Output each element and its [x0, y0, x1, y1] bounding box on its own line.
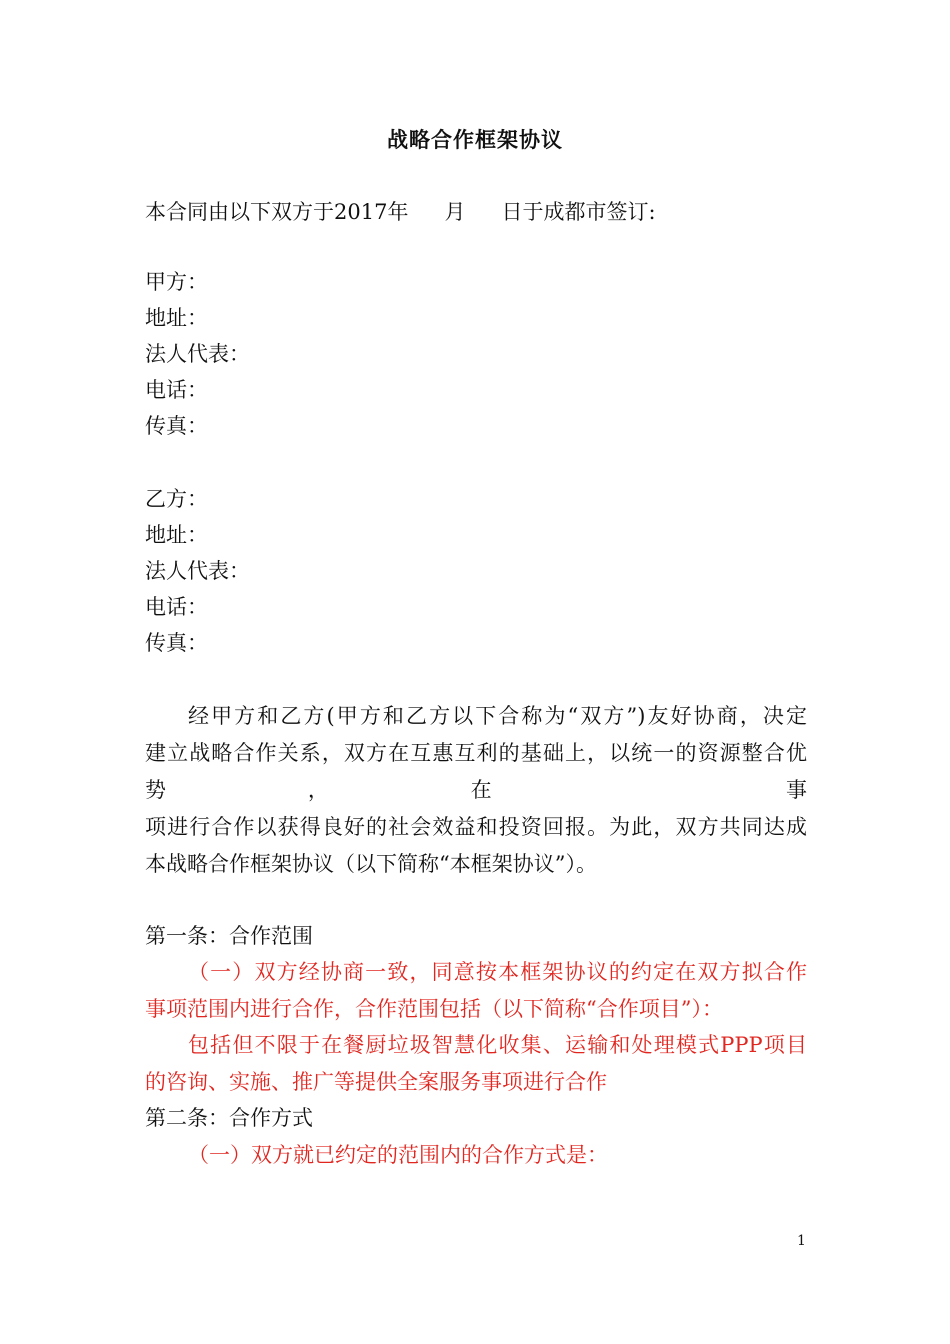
clause-line: 事项范围内进行合作，合作范围包括（以下简称“合作项目”）：	[145, 997, 723, 1021]
preamble-line-end: 事	[786, 778, 807, 802]
article-1-clause-1	[145, 954, 807, 1028]
clause-line: 的咨询、实施、推广等提供全案服务事项进行合作	[145, 1070, 607, 1094]
preamble-line-start: 势，在	[145, 778, 634, 802]
article-2-clause-1: （一）双方就已约定的范围内的合作方式是：	[188, 1143, 608, 1167]
preamble-paragraph	[145, 698, 807, 883]
signing-prefix: 本合同由以下双方于	[145, 200, 334, 224]
party-a-legal-rep-label: 法人代表：	[145, 342, 250, 366]
document-title: 战略合作框架协议	[387, 127, 563, 152]
party-b-legal-rep-label: 法人代表：	[145, 559, 250, 583]
party-b-phone-label: 电话：	[145, 595, 208, 619]
party-b-block	[145, 481, 250, 661]
party-b-fax-label: 传真：	[145, 631, 208, 655]
party-a-phone-label: 电话：	[145, 378, 208, 402]
preamble-line: 本战略合作框架协议（以下简称“本框架协议”）。	[145, 852, 597, 876]
party-b-name-label: 乙方：	[145, 487, 208, 511]
article-1-clause-2	[145, 1027, 807, 1101]
article-1-heading: 第一条：合作范围	[145, 924, 313, 948]
clause-line: （一）双方经协商一致，同意按本框架协议的约定在双方拟合作	[188, 960, 807, 984]
party-b-address-label: 地址：	[145, 523, 208, 547]
signing-month: 月	[444, 200, 466, 224]
preamble-blank-line	[145, 772, 807, 809]
preamble-line: 经甲方和乙方(甲方和乙方以下合称为“双方”)友好协商，决定	[188, 704, 807, 728]
signing-statement	[145, 196, 656, 226]
party-a-name-label: 甲方：	[145, 270, 208, 294]
signing-year-unit: 年	[387, 200, 409, 224]
signing-suffix: 日于成都市签订:	[501, 200, 656, 224]
clause-line: 包括但不限于在餐厨垃圾智慧化收集、运输和处理模式PPP项目	[188, 1033, 807, 1057]
preamble-line: 项进行合作以获得良好的社会效益和投资回报。为此，双方共同达成	[145, 815, 807, 839]
party-a-address-label: 地址：	[145, 306, 208, 330]
page-number: 1	[797, 1233, 806, 1249]
article-2-heading: 第二条：合作方式	[145, 1106, 313, 1130]
party-a-block	[145, 264, 250, 444]
party-a-fax-label: 传真：	[145, 414, 208, 438]
preamble-line: 建立战略合作关系，双方在互惠互利的基础上，以统一的资源整合优	[145, 741, 807, 765]
signing-year: 2017	[334, 200, 388, 224]
